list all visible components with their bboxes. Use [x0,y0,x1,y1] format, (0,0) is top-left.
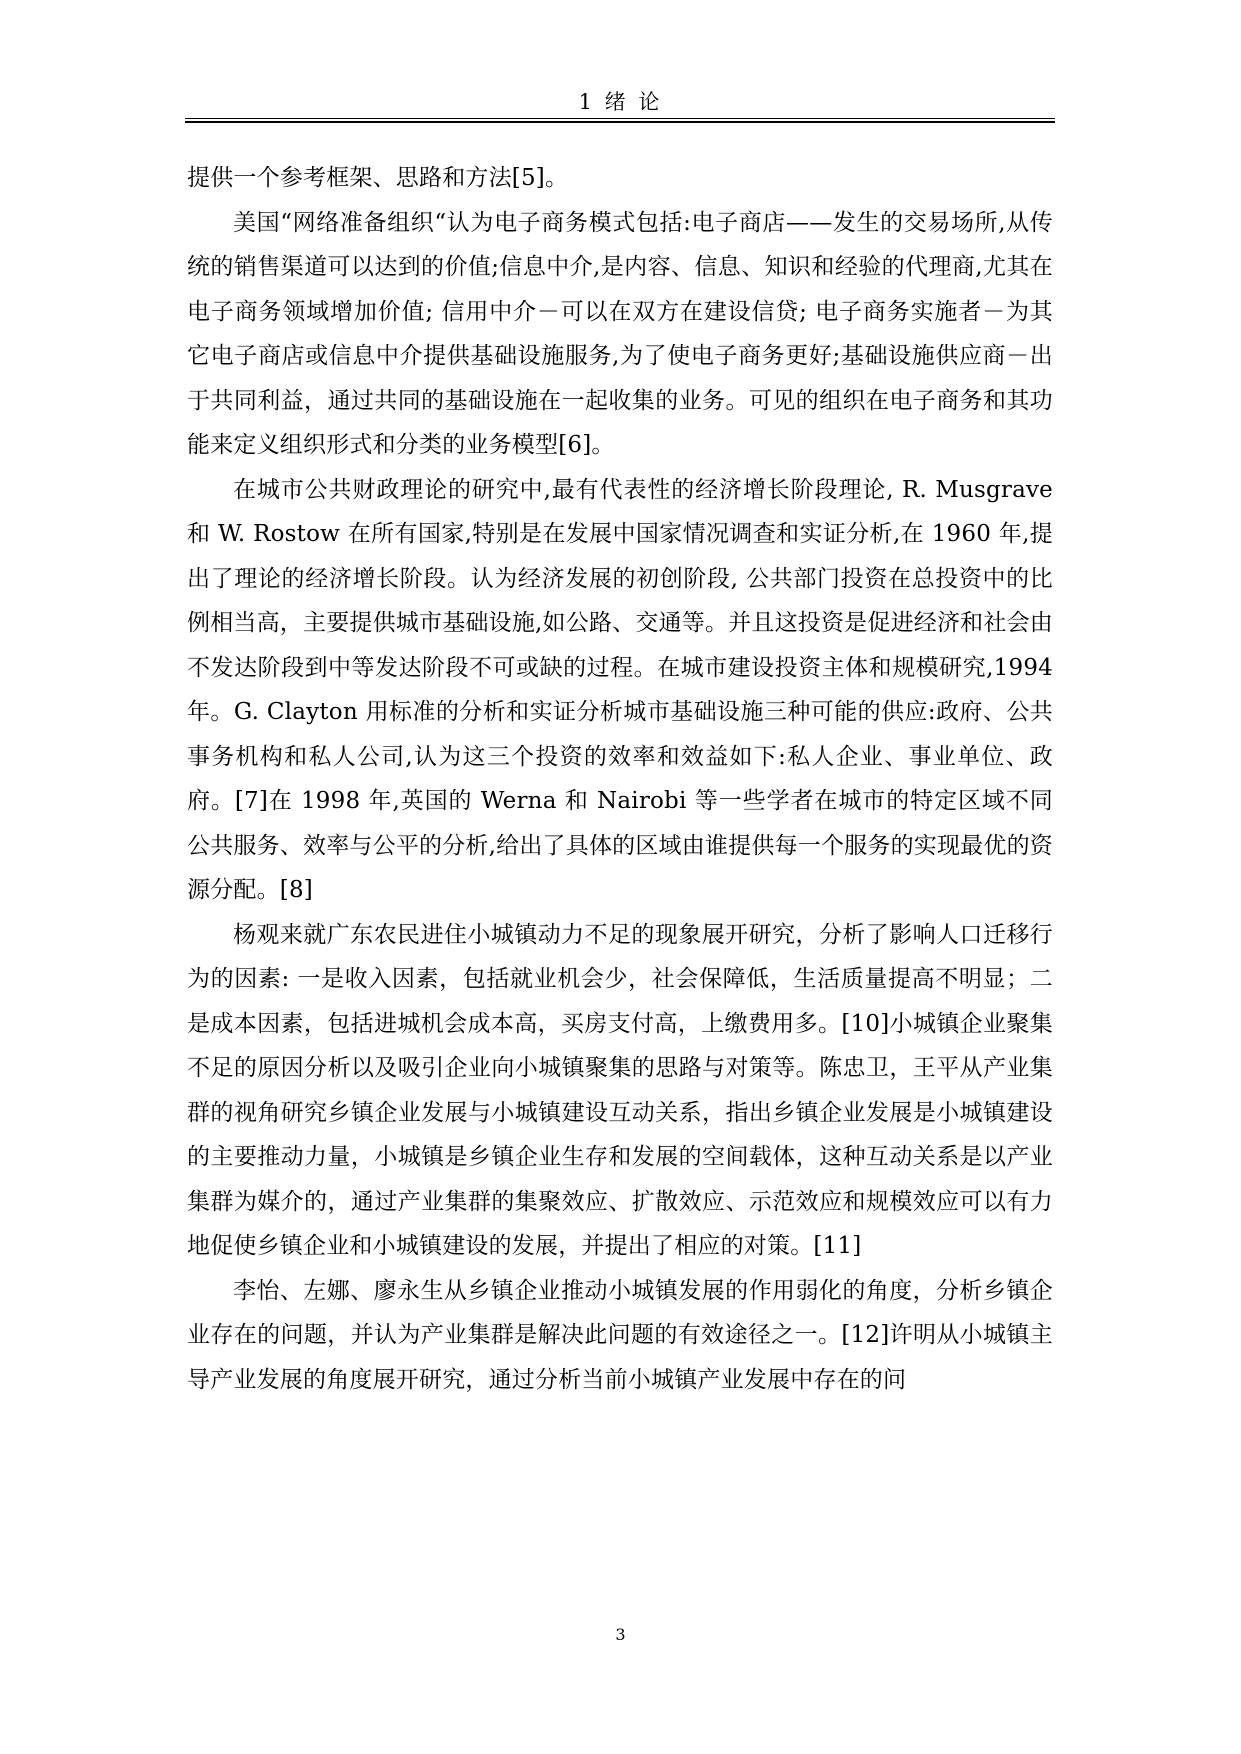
header-rule-thick [185,121,1055,123]
page-number: 3 [615,1625,626,1644]
running-header-title: 1 绪 论 [578,90,663,114]
paragraph-migration-factors: 杨观来就广东农民进住小城镇动力不足的现象展开研究，分析了影响人口迁移行为的因素: 一是收入因素，包括就业机会少，社会保障低，生活质量提高不明显；二是成本因素，包括进城机会成本高，买房支付高，上缴费用多。[10]小城镇企业聚集不足的原因分析以及吸引企业向小城镇聚集的思路与对策等。陈忠卫，王平从产业集群的视角研究乡镇企业发展与小城镇建设互动关系，指出乡镇企业发展是小城镇建设的主要推动力量，小城镇是乡镇企业生存和发展的空间载体，这种互动关系是以产业集群为媒介的，通过产业集群的集聚效应、扩散效应、示范效应和规模效应可以有力地促使乡镇企业和小城镇建设的发展，并提出了相应的对策。[11] [187,921,1053,1259]
body-text [187,156,1053,1402]
paragraph-continuation: 提供一个参考框架、思路和方法[5]。 [187,165,569,191]
header-rule-thin [185,118,1055,119]
paragraph-ecommerce-models: 美国“网络准备组织“认为电子商务模式包括:电子商店——发生的交易场所,从传统的销售渠道可以达到的价值;信息中介,是内容、信息、知识和经验的代理商,尤其在电子商务领域增加价值; 信用中介－可以在双方在建设信贷; 电子商务实施者－为其它电子商店或信息中介提供基础设施服务,为了使电子商务更好;基础设施供应商－出于共同利益，通过共同的基础设施在一起收集的业务。可见的组织在电子商务和其功能来定义组织形式和分类的业务模型[6]。 [187,209,1053,458]
paragraph-industrial-cluster: 李怡、左娜、廖永生从乡镇企业推动小城镇发展的作用弱化的角度，分析乡镇企业存在的问题，并认为产业集群是解决此问题的有效途径之一。[12]许明从小城镇主导产业发展的角度展开研究，通过分析当前小城镇产业发展中存在的问 [187,1277,1053,1393]
paragraph-public-finance-theory: 在城市公共财政理论的研究中,最有代表性的经济增长阶段理论, R. Musgrave 和 W. Rostow 在所有国家,特别是在发展中国家情况调查和实证分析,在 1960 年,提出了理论的经济增长阶段。认为经济发展的初创阶段, 公共部门投资在总投资中的比例相当高，主要提供城市基础设施,如公路、交通等。并且这投资是促进经济和社会由不发达阶段到中等发达阶段不可或缺的过程。在城市建设投资主体和规模研究,1994 年。G. Clayton 用标准的分析和实证分析城市基础设施三种可能的供应:政府、公共事务机构和私人公司,认为这三个投资的效率和效益如下:私人企业、事业单位、政府。[7]在 1998 年,英国的 Werna 和 Nairobi 等一些学者在城市的特定区域不同公共服务、效率与公平的分析,给出了具体的区域由谁提供每一个服务的实现最优的资源分配。[8] [187,476,1053,903]
